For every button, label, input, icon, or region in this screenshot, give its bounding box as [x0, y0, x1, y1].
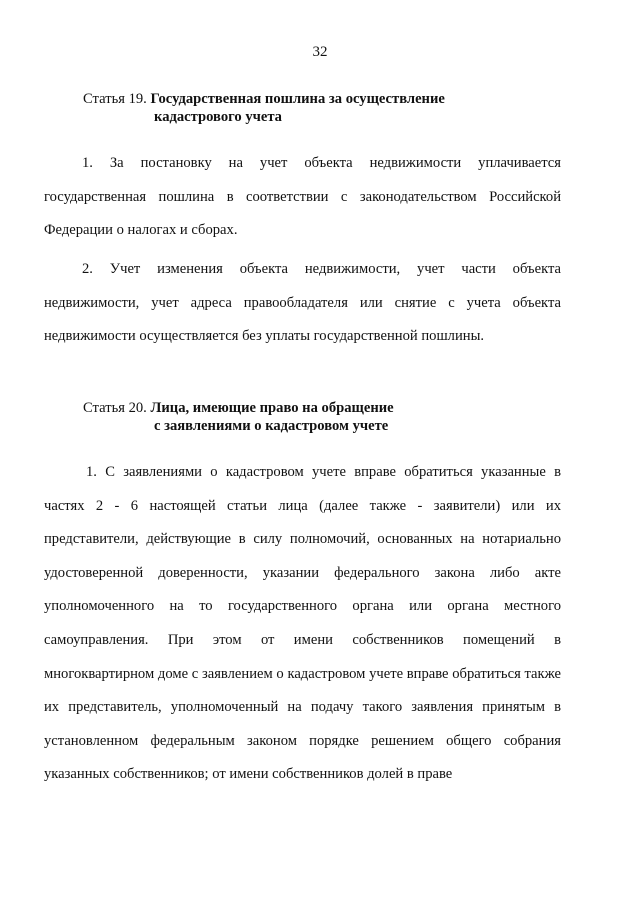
article-19-heading	[83, 90, 445, 126]
article-19-title-line2: кадастрового учета	[154, 109, 282, 125]
page-number: 32	[312, 44, 328, 60]
article-20-title-line1: Лица, имеющие право на обращение	[150, 400, 394, 416]
article-20-paragraph-1: 1. С заявлениями о кадастровом учете вправе обратиться указанные в частях 2 - 6 настоящей статьи лица (далее также - заявители) или их представители, действующие в силу полномочий, основанных на нотариально удостоверенной доверенности, указании федерального закона либо акте уполномоченного на то государственного органа или органа местного самоуправления. При этом от имени собственников помещений в многоквартирном доме с заявлением о кадастровом учете вправе обратиться также их представитель, уполномоченный на подачу такого заявления принятым в установленном федеральным законом порядке решением общего собрания указанных собственников; от имени собственников долей в праве	[44, 464, 561, 783]
article-19-paragraph-1: 1. За постановку на учет объекта недвижимости уплачивается государственная пошлина в соответствии с законодательством Российской Федерации о налогах и сборах.	[44, 155, 561, 239]
article-20-label: Статья 20.	[83, 400, 147, 416]
article-19-label: Статья 19.	[83, 91, 147, 107]
article-20-heading	[83, 399, 394, 435]
article-19-paragraph-2: 2. Учет изменения объекта недвижимости, учет части объекта недвижимости, учет адреса правообладателя или снятие с учета объекта недвижимости осуществляется без уплаты государственной пошлины.	[44, 261, 561, 345]
article-20-title-line2: с заявлениями о кадастровом учете	[154, 418, 389, 434]
article-19-title-line1: Государственная пошлина за осуществление	[150, 91, 445, 107]
